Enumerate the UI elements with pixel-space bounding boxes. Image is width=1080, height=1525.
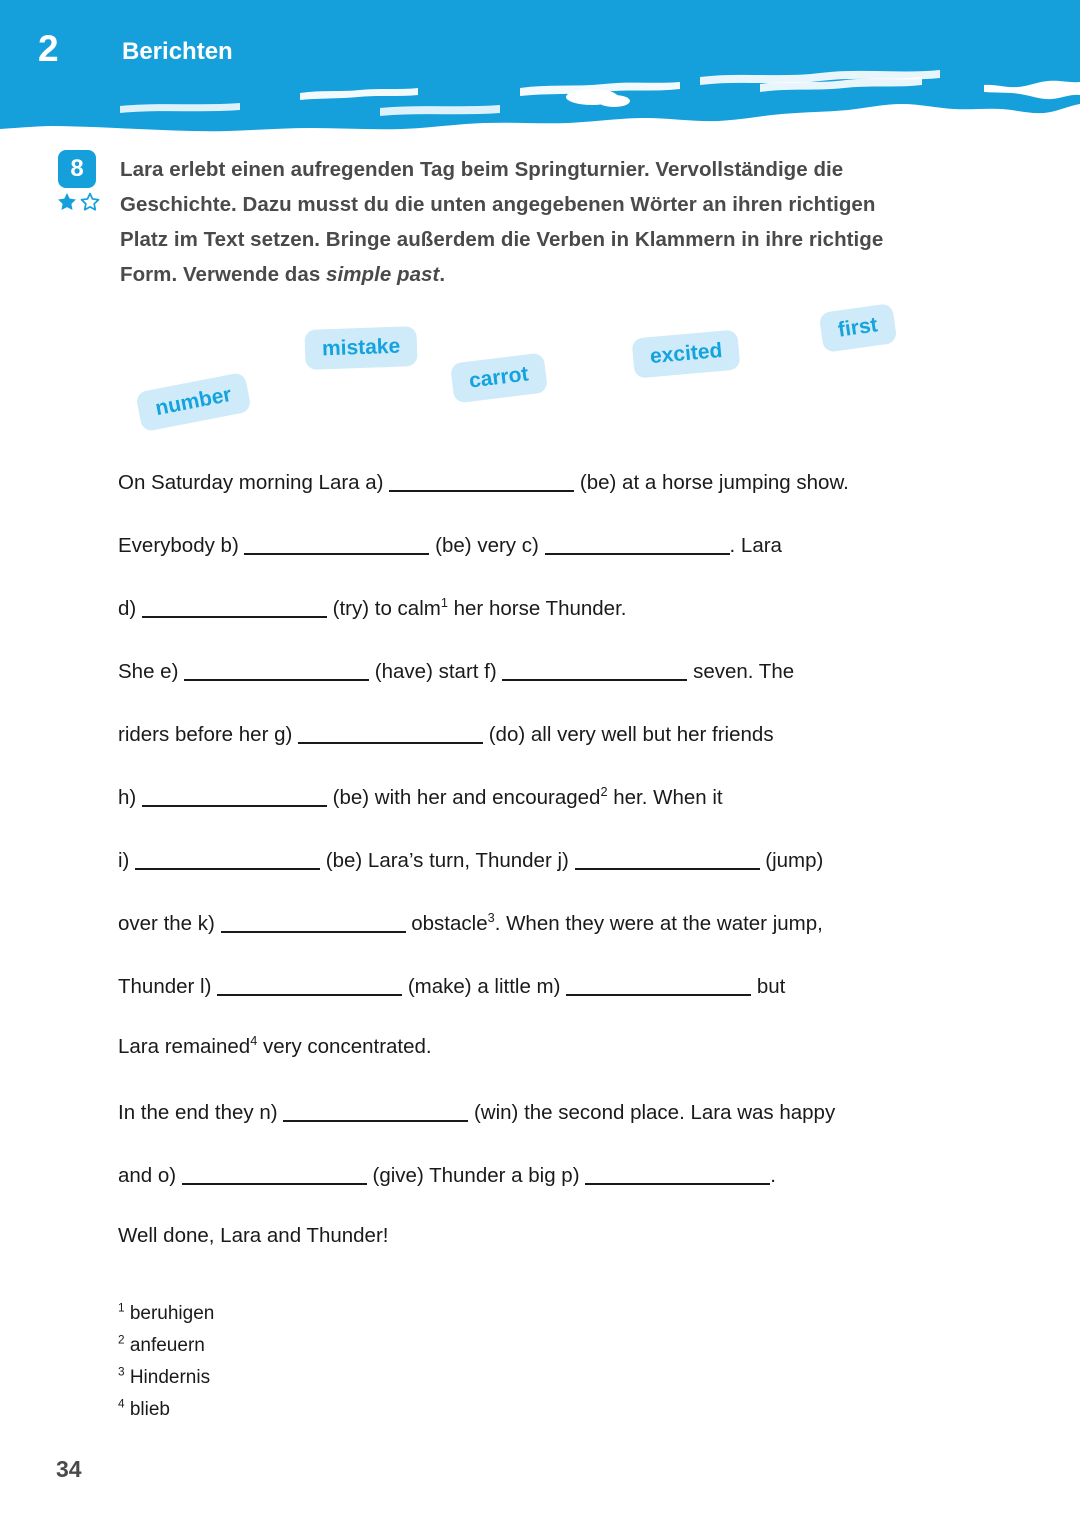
task-number-badge: 8 xyxy=(58,150,96,188)
answer-blank[interactable] xyxy=(298,722,483,744)
answer-blank[interactable] xyxy=(283,1100,468,1122)
story-text: Everybody b) xyxy=(118,534,245,557)
story-text: In the end they n) xyxy=(118,1101,284,1124)
instruction-text-end: . xyxy=(439,263,446,286)
story-text: On Saturday morning Lara a) xyxy=(118,471,390,494)
story-text: (have) start f) xyxy=(369,660,503,683)
task-marker xyxy=(56,150,112,213)
word-bank xyxy=(0,300,1080,445)
story-text: h) xyxy=(118,786,142,809)
chapter-number: 2 xyxy=(38,28,59,69)
footnote-number: 4 xyxy=(118,1397,125,1411)
instruction-emphasis: simple past xyxy=(326,263,440,286)
footnote-number: 2 xyxy=(118,1333,125,1347)
answer-blank[interactable] xyxy=(182,1163,367,1185)
answer-blank[interactable] xyxy=(184,659,369,681)
story-cloze-text xyxy=(118,470,948,1289)
story-line xyxy=(118,722,948,785)
answer-blank[interactable] xyxy=(135,848,320,870)
story-text: her horse Thunder. xyxy=(447,597,627,620)
instruction-text-main: Lara erlebt einen aufregenden Tag beim Springturnier. Vervollständige die Geschichte. Dazu musst du die unten angegebenen Wörter an ihren richtigen Platz im Text setzen. Bringe außerdem die Verben in Klammern in ihre richtige Form. Verwende das xyxy=(120,158,884,286)
footnote-item xyxy=(118,1298,214,1330)
story-line xyxy=(118,1100,948,1163)
difficulty-stars xyxy=(56,191,112,213)
story-text: her. When it xyxy=(607,786,723,809)
answer-blank[interactable] xyxy=(566,974,751,996)
story-line xyxy=(118,785,948,848)
star-filled-icon xyxy=(56,191,78,213)
story-text: i) xyxy=(118,849,136,872)
word-card[interactable]: carrot xyxy=(450,352,548,403)
footnote-marker: 4 xyxy=(250,1033,258,1049)
story-text: (jump) xyxy=(759,849,824,872)
story-text: (do) all very well but her friends xyxy=(483,723,774,746)
story-text: obstacle xyxy=(405,912,488,935)
story-line xyxy=(118,1163,948,1226)
answer-blank[interactable] xyxy=(142,596,327,618)
story-text: but xyxy=(751,975,786,998)
story-text: over the k) xyxy=(118,912,221,935)
answer-blank[interactable] xyxy=(244,533,429,555)
story-line xyxy=(118,1033,948,1100)
story-text: Well done, Lara and Thunder! xyxy=(118,1224,389,1247)
footnote-marker: 2 xyxy=(600,784,608,800)
story-text: seven. The xyxy=(687,660,795,683)
story-text: riders before her g) xyxy=(118,723,299,746)
footnote-text: Hindernis xyxy=(124,1367,211,1388)
answer-blank[interactable] xyxy=(585,1163,770,1185)
story-text: (be) very c) xyxy=(429,534,545,557)
story-text: . Lara xyxy=(729,534,782,557)
story-line xyxy=(118,470,948,533)
footnote-text: anfeuern xyxy=(124,1335,205,1356)
story-text: (give) Thunder a big p) xyxy=(366,1164,586,1187)
answer-blank[interactable] xyxy=(502,659,687,681)
answer-blank[interactable] xyxy=(142,785,327,807)
header-brush-banner xyxy=(0,0,1080,132)
footnote-list xyxy=(118,1298,214,1426)
page-number: 34 xyxy=(56,1456,82,1482)
story-text: very concentrated. xyxy=(257,1035,432,1058)
star-empty-icon xyxy=(79,191,101,213)
footnote-item xyxy=(118,1330,214,1362)
footnote-marker: 1 xyxy=(440,595,448,611)
story-line xyxy=(118,1226,948,1289)
story-line xyxy=(118,848,948,911)
story-text: . xyxy=(770,1164,776,1187)
footnote-text: beruhigen xyxy=(124,1303,215,1324)
footnote-number: 1 xyxy=(118,1301,125,1315)
story-text: Lara remained xyxy=(118,1035,251,1058)
chapter-title: Berichten xyxy=(122,38,233,65)
story-text: (win) the second place. Lara was happy xyxy=(468,1101,836,1124)
story-text: Thunder l) xyxy=(118,975,218,998)
story-text: . When they were at the water jump, xyxy=(494,912,823,935)
task-instruction xyxy=(120,152,920,292)
word-card[interactable]: excited xyxy=(631,329,740,378)
story-line xyxy=(118,659,948,722)
word-card[interactable]: number xyxy=(135,372,252,432)
story-text: (be) Lara’s turn, Thunder j) xyxy=(320,849,575,872)
footnote-item xyxy=(118,1394,214,1426)
answer-blank[interactable] xyxy=(217,974,402,996)
story-text: (be) at a horse jumping show. xyxy=(574,471,849,494)
page-header xyxy=(0,0,1080,132)
story-line xyxy=(118,974,948,1037)
footnote-text: blieb xyxy=(124,1399,170,1420)
story-line xyxy=(118,596,948,659)
story-line xyxy=(118,911,948,974)
answer-blank[interactable] xyxy=(575,848,760,870)
answer-blank[interactable] xyxy=(545,533,730,555)
story-text: (be) with her and encouraged xyxy=(326,786,601,809)
story-text: d) xyxy=(118,597,142,620)
story-text: (try) to calm xyxy=(326,597,441,620)
story-text: (make) a little m) xyxy=(402,975,567,998)
story-text: She e) xyxy=(118,660,185,683)
word-card[interactable]: first xyxy=(819,303,898,353)
story-line xyxy=(118,533,948,596)
answer-blank[interactable] xyxy=(221,911,406,933)
story-text: and o) xyxy=(118,1164,182,1187)
footnote-number: 3 xyxy=(118,1365,125,1379)
footnote-marker: 3 xyxy=(487,910,495,926)
footnote-item xyxy=(118,1362,214,1394)
word-card[interactable]: mistake xyxy=(304,326,418,370)
answer-blank[interactable] xyxy=(389,470,574,492)
